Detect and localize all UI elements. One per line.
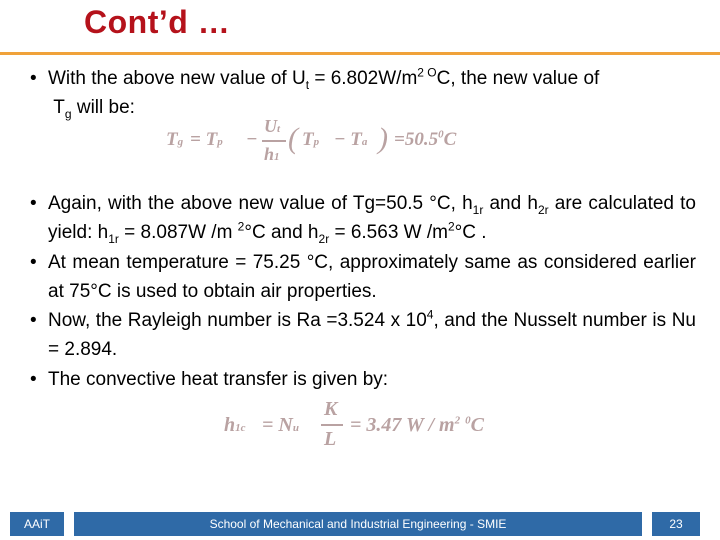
- bullet-symbol: •: [30, 369, 37, 390]
- footer-institution: AAiT: [10, 512, 64, 536]
- bullet-1-text: With the above new value of $U_t = 6.802W/m^{2 O}C$, the new value of $T_g$ will be:: [48, 65, 600, 121]
- slide-title: Cont’d …: [84, 4, 231, 40]
- footer: [0, 508, 720, 536]
- equation-tg: Tg = Tp − Ut h1 ( Tp − Ta ) $=50.5^0C$: [166, 116, 457, 164]
- equation-h1c: h1c = Nu K L = 3.47 W / $m^2$ $^0$C: [224, 398, 484, 450]
- bullet-2: [30, 189, 696, 247]
- bullet-4: [30, 306, 696, 364]
- footer-page-number: 23: [652, 512, 700, 536]
- bullet-symbol: •: [30, 310, 37, 331]
- fraction-bar: [321, 424, 343, 426]
- bullet-symbol: •: [30, 193, 37, 214]
- footer-school: School of Mechanical and Industrial Engineering - SMIE: [74, 512, 642, 536]
- bullet-symbol: •: [30, 252, 37, 273]
- bullet-5: [30, 365, 696, 394]
- bullet-symbol: •: [30, 68, 37, 89]
- fraction-bar: [262, 140, 286, 142]
- bullet-2-text: Again, with the above new value of Tg=50.5 °C, $h_{1r}$ and $h_{2r}$ are calculated to yield: $h_{1r} = 8.087W$ /m $^2$°C and $h_{2r} = 6.563$ W $/m^2^\circ C$ .: [48, 193, 697, 246]
- bullet-4-text: Now, the Rayleigh number is Ra =3.524 x $10^4$, and the Nusselt number is Nu = 2.894.: [48, 307, 696, 360]
- bullet-5-text: The convective heat transfer is given by:: [48, 369, 389, 390]
- bullet-3-text: At mean temperature = 75.25 °C, approximately same as considered earlier at 75°C is used to obtain air properties.: [48, 252, 696, 302]
- bullet-1: [30, 64, 696, 122]
- bullet-3: [30, 248, 696, 306]
- title-divider: [0, 52, 720, 55]
